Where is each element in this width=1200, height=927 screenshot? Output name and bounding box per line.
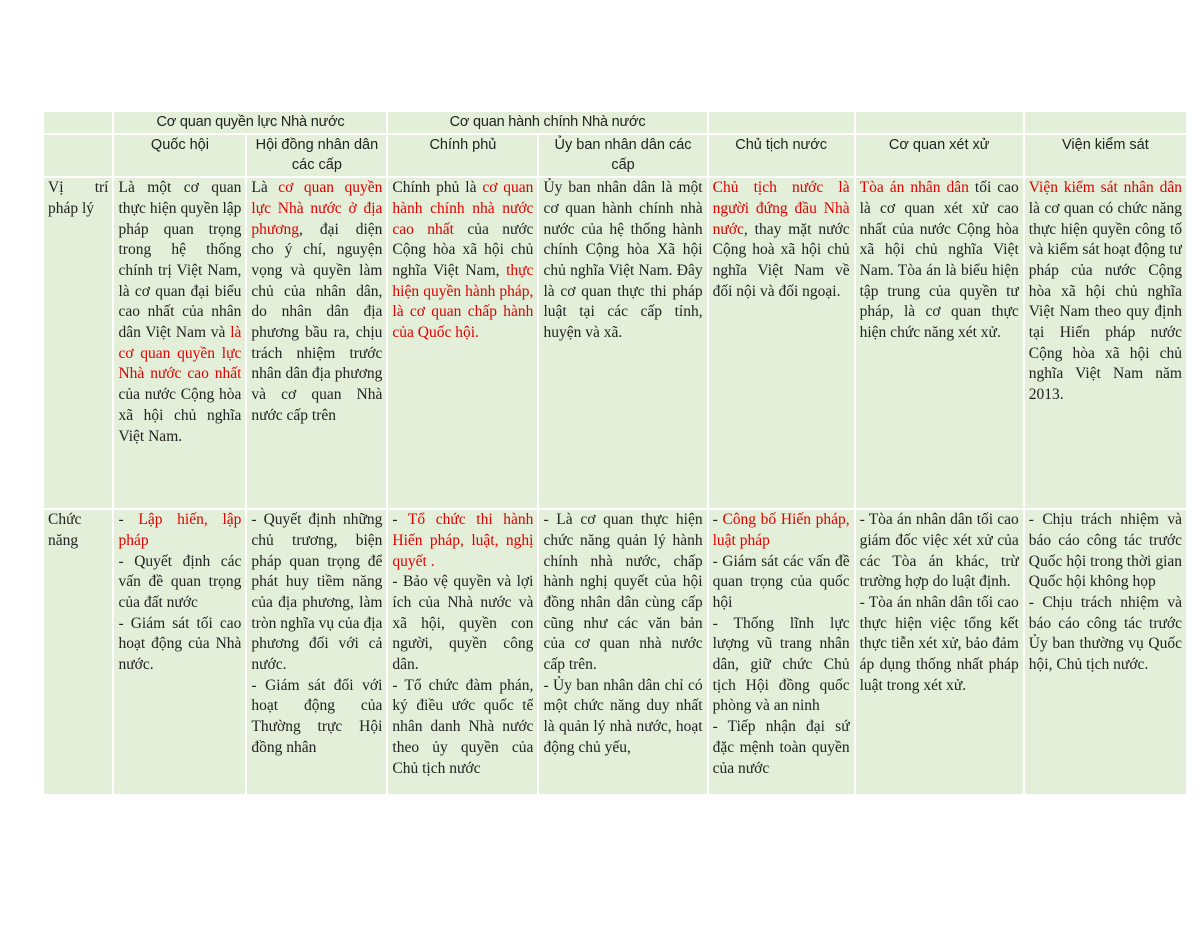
empty-header-cell [1025,112,1186,133]
cell-chuc-nang-toa-an: - Tòa án nhân dân tối cao giám đốc việc xét xử của các Tòa án khác, trừ trường hợp do luật định. - Tòa án nhân dân tối cao thực hiện việc tổng kết thực tiễn xét xử, bảo đảm áp dụng thống nhất pháp luật trong xét xử. [856,510,1023,794]
corner-cell [44,112,112,133]
column-header-row [44,135,1186,176]
group-header-hanh-chinh: Cơ quan hành chính Nhà nước [388,112,706,133]
cell-vi-tri-quoc-hoi: Là một cơ quan thực hiện quyền lập pháp quan trọng trong hệ thống chính trị Việt Nam, là cơ quan đại biểu cao nhất của nhân dân Việt Nam và là cơ quan quyền lực Nhà nước cao nhất của nước Cộng hòa xã hội chủ nghĩa Việt Nam. [114,178,245,508]
column-header-ubnd: Ủy ban nhân dân các cấp [539,135,706,176]
cell-chuc-nang-vien-kiem-sat: - Chịu trách nhiệm và báo cáo công tác trước Quốc hội trong thời gian Quốc hội không họp - Chịu trách nhiệm và báo cáo công tác trước Ủy ban thường vụ Quốc hội, Chủ tịch nước. [1025,510,1186,794]
document-page [42,110,1188,802]
group-header-row [44,112,1186,133]
cell-vi-tri-hdnd: Là cơ quan quyền lực Nhà nước ở địa phương, đại diện cho ý chí, nguyện vọng và quyền làm chủ của nhân dân, do nhân dân địa phương bầu ra, chịu trách nhiệm trước nhân dân địa phương và cơ quan Nhà nước cấp trên [247,178,386,508]
column-header-quoc-hoi: Quốc hội [114,135,245,176]
cell-vi-tri-ubnd: Ủy ban nhân dân là một cơ quan hành chính nhà nước của hệ thống hành chính Cộng hòa Xã hội chủ nghĩa Việt Nam. Đây là cơ quan thực thi pháp luật tại các cấp tỉnh, huyện và xã. [539,178,706,508]
cell-chuc-nang-chinh-phu: - Tổ chức thi hành Hiến pháp, luật, nghị quyết . - Bảo vệ quyền và lợi ích của Nhà nước và xã hội, quyền con người, quyền công dân. - Tổ chức đàm phán, ký điều ước quốc tế nhân danh Nhà nước theo ủy quyền của Chủ tịch nước [388,510,537,794]
cell-chuc-nang-quoc-hoi: - Lập hiến, lập pháp - Quyết định các vấn đề quan trọng của đất nước - Giám sát tối cao hoạt động của Nhà nước. [114,510,245,794]
cell-chuc-nang-chu-tich-nuoc: - Công bố Hiến pháp, luật pháp - Giám sát các vấn đề quan trọng của quốc hội - Thống lĩnh lực lượng vũ trang nhân dân, giữ chức Chủ tịch Hội đồng quốc phòng và an ninh - Tiếp nhận đại sứ đặc mệnh toàn quyền của nước [709,510,854,794]
cell-vi-tri-vien-kiem-sat: Viện kiểm sát nhân dân là cơ quan có chức năng thực hiện quyền công tố và kiểm sát hoạt động tư pháp của nước Cộng hòa xã hội chủ nghĩa Việt Nam theo quy định tại Hiến pháp nước Cộng hòa xã hội chủ nghĩa Việt Nam năm 2013. [1025,178,1186,508]
column-header-toa-an: Cơ quan xét xử [856,135,1023,176]
row-label-vi-tri: Vị trí pháp lý [44,178,112,508]
empty-header-cell [856,112,1023,133]
column-header-chu-tich-nuoc: Chủ tịch nước [709,135,854,176]
row-label-chuc-nang: Chức năng [44,510,112,794]
cell-vi-tri-chinh-phu: Chính phủ là cơ quan hành chính nhà nước cao nhất của nước Cộng hòa xã hội chủ nghĩa Việt Nam, thực hiện quyền hành pháp, là cơ quan chấp hành của Quốc hội. [388,178,537,508]
cell-chuc-nang-hdnd: - Quyết định những chủ trương, biện pháp quan trọng để phát huy tiềm năng của địa phương, làm tròn nghĩa vụ của địa phương đối với cả nước. - Giám sát đối với hoạt động của Thường trực Hội đồng nhân [247,510,386,794]
table-row-chuc-nang [44,510,1186,794]
table-row-vi-tri [44,178,1186,508]
column-header-vien-kiem-sat: Viện kiểm sát [1025,135,1186,176]
cell-vi-tri-toa-an: Tòa án nhân dân tối cao là cơ quan xét xử cao nhất của nước Cộng hòa xã hội chủ nghĩa Việt Nam. Tòa án là biểu hiện tập trung của quyền tư pháp, là cơ quan thực hiện chức năng xét xử. [856,178,1023,508]
column-header-chinh-phu: Chính phủ [388,135,537,176]
cell-vi-tri-chu-tich-nuoc: Chủ tịch nước là người đứng đầu Nhà nước, thay mặt nước Cộng hoà xã hội chủ nghĩa Việt Nam về đối nội và đối ngoại. [709,178,854,508]
column-header-hdnd: Hội đồng nhân dân các cấp [247,135,386,176]
corner-cell [44,135,112,176]
group-header-quyen-luc: Cơ quan quyền lực Nhà nước [114,112,386,133]
empty-header-cell [709,112,854,133]
cell-chuc-nang-ubnd: - Là cơ quan thực hiện chức năng quản lý hành chính nhà nước, chấp hành nghị quyết của hội đồng nhân dân cùng cấp cũng như các văn bản của cơ quan nhà nước cấp trên. - Ủy ban nhân dân chỉ có một chức năng duy nhất là quản lý nhà nước, hoạt động chủ yếu, [539,510,706,794]
comparison-table [42,110,1188,796]
